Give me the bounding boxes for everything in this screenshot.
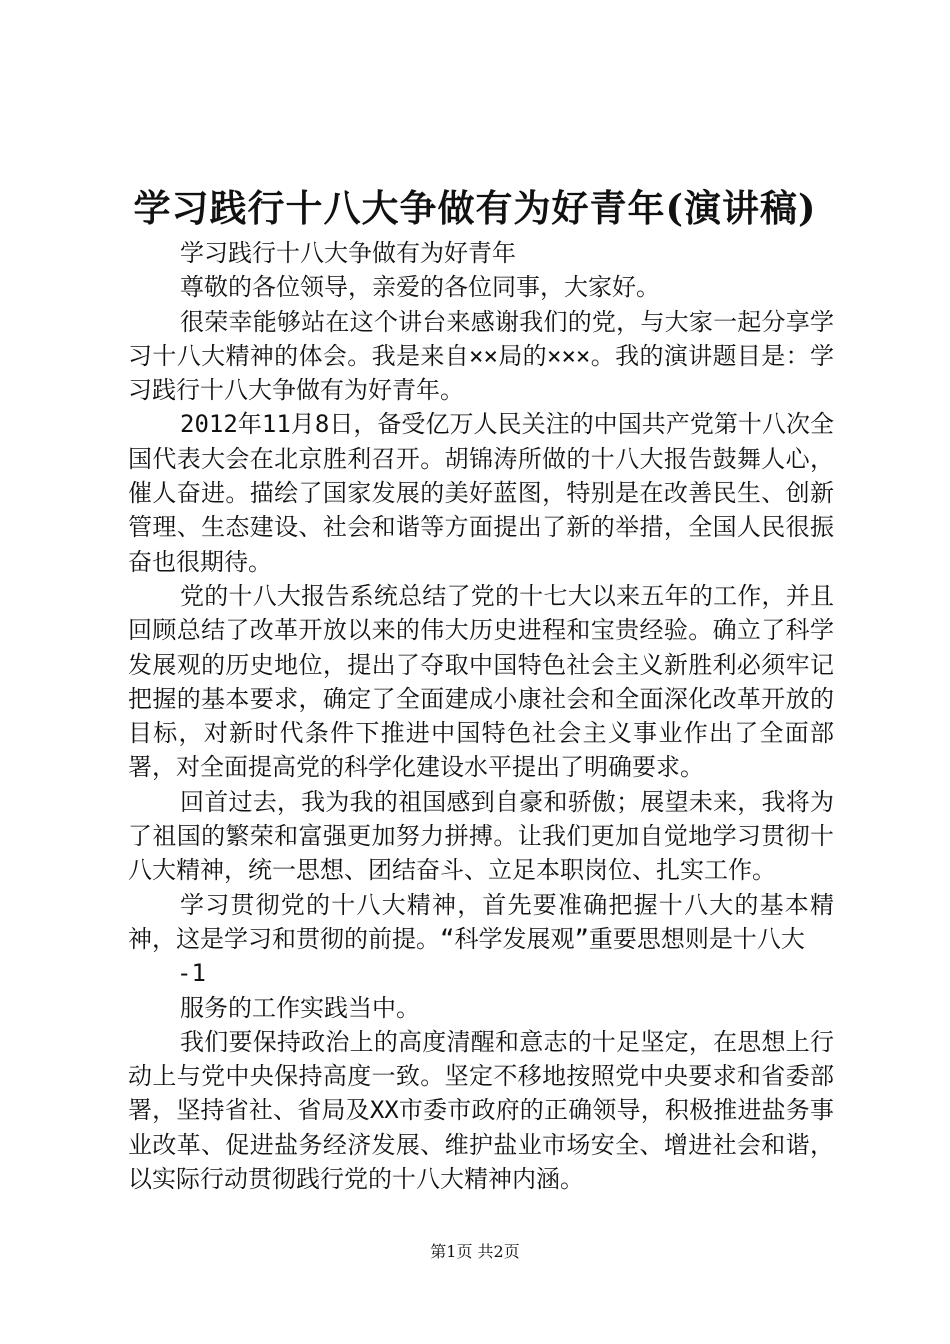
paragraph-introduction: 很荣幸能够站在这个讲台来感谢我们的党，与大家一起分享学习十八大精神的体会。我是来自××局的×××。我的演讲题目是：学习践行十八大争做有为好青年。 (128, 307, 834, 405)
inline-page-marker: -1 (177, 959, 206, 988)
paragraph-speech-title: 学习践行十八大争做有为好青年 (180, 239, 516, 267)
document-body (128, 236, 834, 1196)
paragraph-congress-opening: 2012年11月8日，备受亿万人民关注的中国共产党第十八次全国代表大会在北京胜利召开。胡锦涛所做的十八大报告鼓舞人心，催人奋进。描绘了国家发展的美好蓝图，特别是在改善民生、创新管理、生态建设、社会和谐等方面提出了新的举措，全国人民很振奋也很期待。 (128, 410, 834, 576)
paragraph-political-commitment: 我们要保持政治上的高度清醒和意志的十足坚定，在思想上行动上与党中央保持高度一致。坚定不移地按照党中央要求和省委部署，坚持省社、省局及XX市委市政府的正确领导，积极推进盐务事业改革、促进盐务经济发展、维护盐业市场安全、增进社会和谐，以实际行动贯彻践行党的十八大精神内涵。 (128, 1027, 834, 1194)
paragraph-greeting: 尊敬的各位领导，亲爱的各位同事，大家好。 (180, 273, 660, 302)
document-title: 学习践行十八大争做有为好青年(演讲稿) (133, 186, 817, 230)
paragraph-study-spirit: 学习贯彻党的十八大精神，首先要准确把握十八大的基本精神，这是学习和贯彻的前提。“科学发展观”重要思想则是十八大 (128, 890, 834, 953)
paragraph-retrospect: 回首过去，我为我的祖国感到自豪和骄傲；展望未来，我将为了祖国的繁荣和富强更加努力拼搏。让我们更加自觉地学习贯彻十八大精神，统一思想、团结奋斗、立足本职岗位、扎实工作。 (128, 787, 834, 885)
paragraph-report-summary: 党的十八大报告系统总结了党的十七大以来五年的工作，并且回顾总结了改革开放以来的伟大历史进程和宝贵经验。确立了科学发展观的历史地位，提出了夺取中国特色社会主义新胜利必须牢记把握的基本要求，确定了全面建成小康社会和全面深化改革开放的目标，对新时代条件下推进中国特色社会主义事业作出了全面部署，对全面提高党的科学化建设水平提出了明确要求。 (128, 581, 834, 782)
paragraph-service-practice: 服务的工作实践当中。 (180, 993, 420, 1022)
page-footer: 第1页 共2页 (430, 1242, 520, 1261)
